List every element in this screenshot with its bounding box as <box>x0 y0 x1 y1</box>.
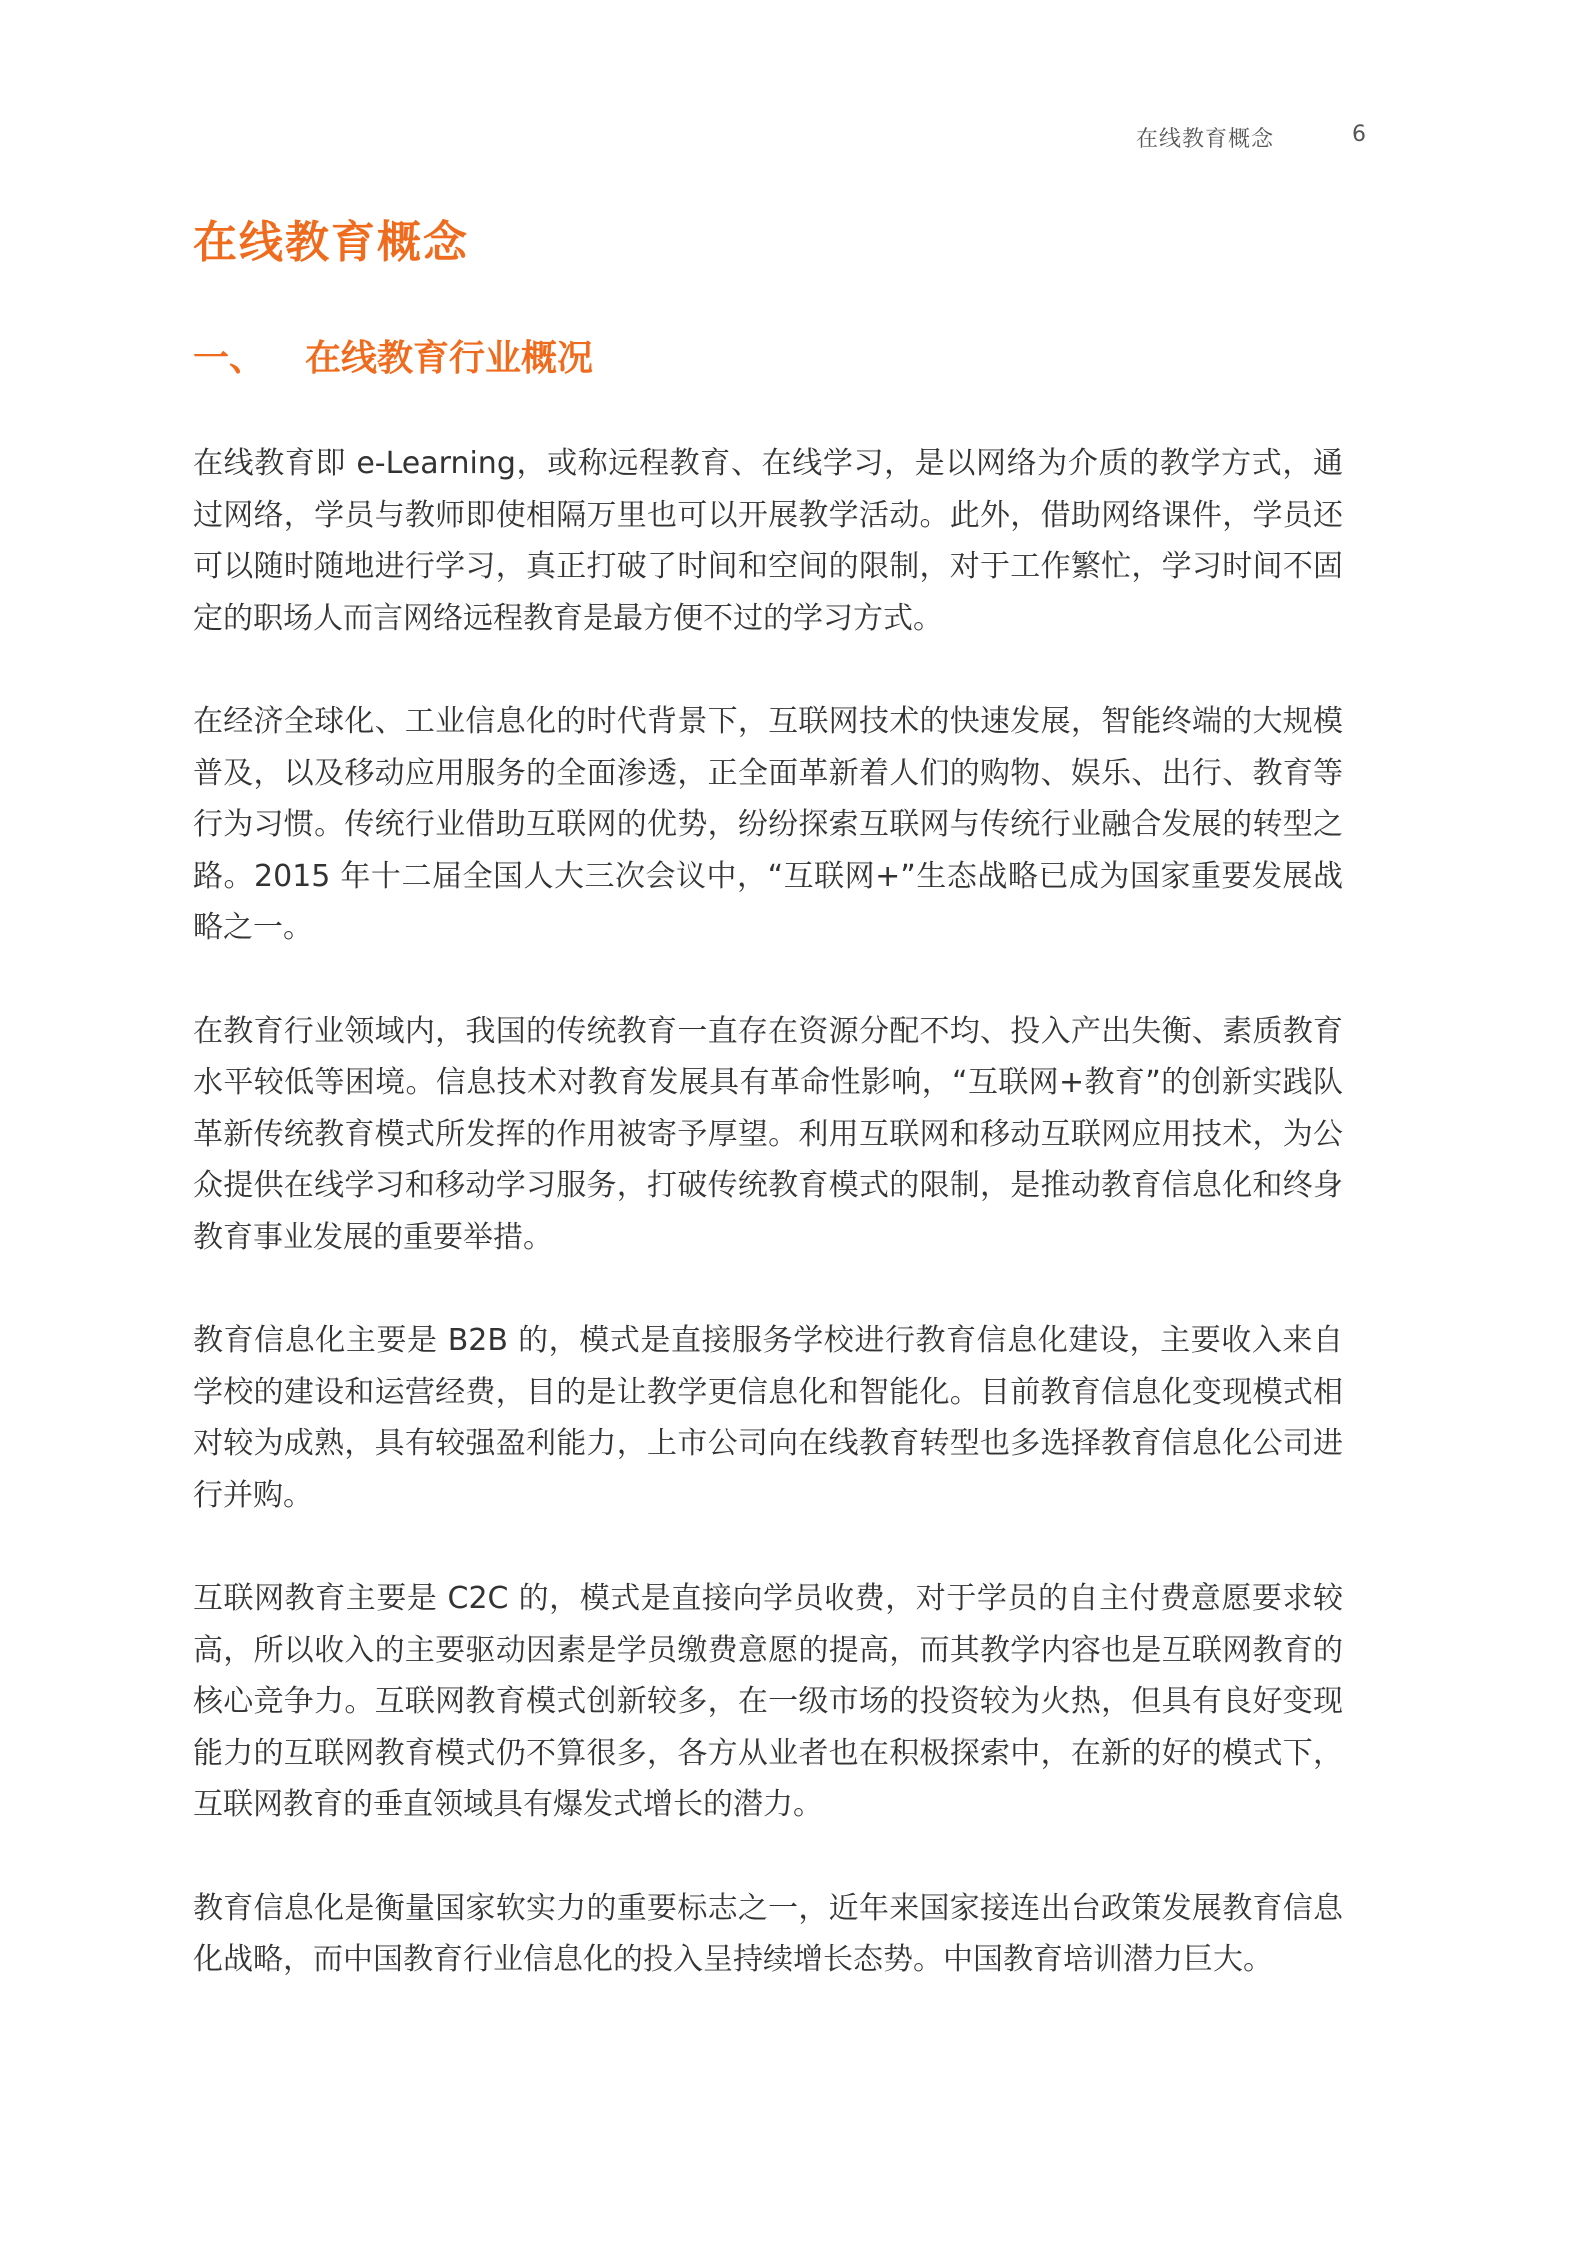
paragraph: 在线教育即 e-Learning，或称远程教育、在线学习，是以网络为介质的教学方式，通过网络，学员与教师即使相隔万里也可以开展教学活动。此外，借助网络课件，学员还可以随时随地进行学习，真正打破了时间和空间的限制，对于工作繁忙，学习时间不固定的职场人而言网络远程教育是最方便不过的学习方式。 <box>193 446 1343 636</box>
paragraph: 在经济全球化、工业信息化的时代背景下，互联网技术的快速发展，智能终端的大规模普及，以及移动应用服务的全面渗透，正全面革新着人们的购物、娱乐、出行、教育等行为习惯。传统行业借助互联网的优势，纷纷探索互联网与传统行业融合发展的转型之路。2015 年十二届全国人大三次会议中，“互联网+”生态战略已成为国家重要发展战略之一。 <box>193 704 1343 945</box>
paragraph: 教育信息化主要是 B2B 的，模式是直接服务学校进行教育信息化建设，主要收入来自学校的建设和运营经费，目的是让教学更信息化和智能化。目前教育信息化变现模式相对较为成熟，具有较强盈利能力，上市公司向在线教育转型也多选择教育信息化公司进行并购。 <box>193 1323 1343 1513</box>
body-text <box>193 438 1343 2038</box>
page-title: 在线教育概念 <box>193 217 469 268</box>
page-number: 6 <box>1352 122 1366 147</box>
paragraph: 互联网教育主要是 C2C 的，模式是直接向学员收费，对于学员的自主付费意愿要求较高，所以收入的主要驱动因素是学员缴费意愿的提高，而其教学内容也是互联网教育的核心竞争力。互联网教育模式创新较多，在一级市场的投资较为火热，但具有良好变现能力的互联网教育模式仍不算很多，各方从业者也在积极探索中，在新的好的模式下，互联网教育的垂直领域具有爆发式增长的潜力。 <box>193 1581 1343 1822</box>
paragraph: 教育信息化是衡量国家软实力的重要标志之一，近年来国家接连出台政策发展教育信息化战略，而中国教育行业信息化的投入呈持续增长态势。中国教育培训潜力巨大。 <box>193 1890 1343 1977</box>
section-heading <box>193 330 593 381</box>
running-header: 在线教育概念 <box>1136 127 1275 152</box>
paragraph: 在教育行业领域内，我国的传统教育一直存在资源分配不均、投入产出失衡、素质教育水平较低等困境。信息技术对教育发展具有革命性影响，“互联网+教育”的创新实践队革新传统教育模式所发挥的作用被寄予厚望。利用互联网和移动互联网应用技术，为公众提供在线学习和移动学习服务，打破传统教育模式的限制，是推动教育信息化和终身教育事业发展的重要举措。 <box>193 1013 1343 1255</box>
section-heading-text: 在线教育行业概况 <box>305 338 594 379</box>
section-number: 一、 <box>193 338 266 379</box>
